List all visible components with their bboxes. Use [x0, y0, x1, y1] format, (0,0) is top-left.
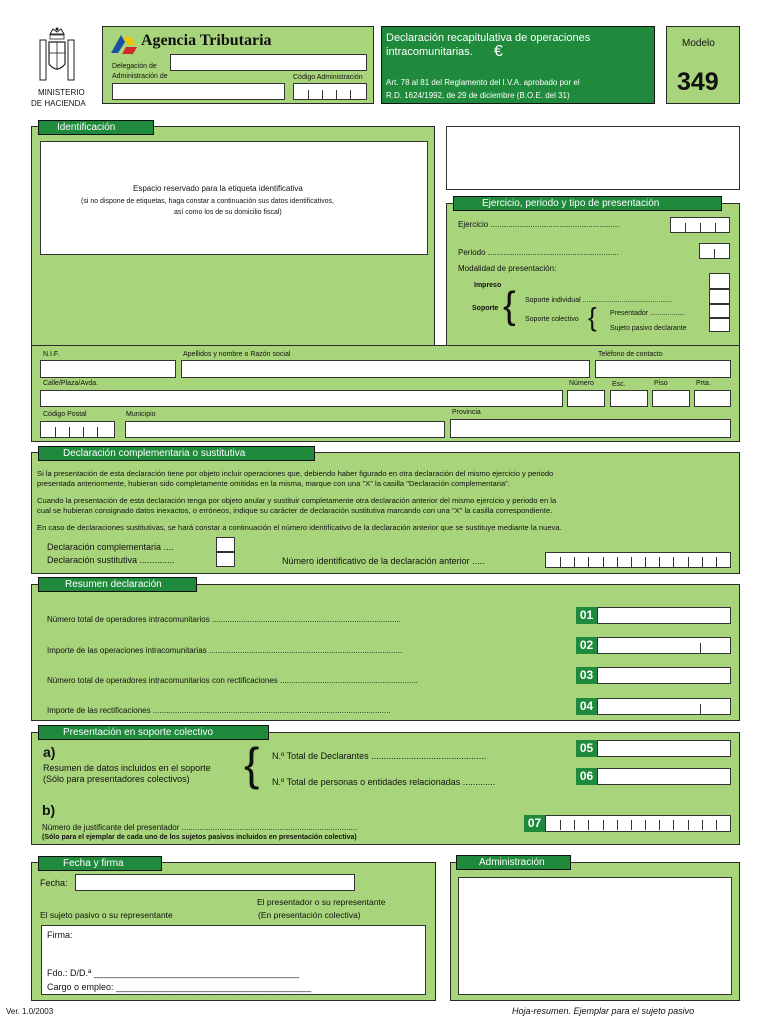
provincia-input[interactable] [450, 419, 731, 438]
delegacion-label: Delegación de [112, 63, 157, 70]
ejercicio-input[interactable] [670, 217, 730, 233]
total-personas-input[interactable] [597, 768, 731, 785]
piso-input[interactable] [652, 390, 690, 407]
complementaria-p1b: presentada anteriormente, hubieran sido completamente omitidas en la misma, marque con una "X" la casilla "Declaración complementaria". [37, 479, 510, 488]
title-line-2: intracomunitarias. [386, 46, 473, 58]
periodo-input[interactable] [699, 243, 730, 259]
sujeto-pasivo-checkbox[interactable] [709, 318, 730, 332]
digit-separator [659, 557, 660, 567]
provincia-label: Provincia [452, 409, 481, 416]
digit-separator [617, 557, 618, 567]
title-line-1: Declaración recapitulativa de operaciones [386, 32, 591, 44]
version-label: Ver. 1.0/2003 [6, 1007, 54, 1016]
municipio-label: Municipio [126, 411, 156, 418]
digit-separator [631, 820, 632, 830]
colectivo-brace: { [588, 302, 597, 332]
sustitutiva-checkbox[interactable] [216, 552, 235, 567]
digit-separator [574, 820, 575, 830]
complementaria-p2b: cual se hubieran consignado datos inexactos, o erróneos, indique su carácter de declaración sustitutiva marcando con una "X" la casilla correspondiente. [37, 506, 553, 515]
modelo-panel [666, 26, 740, 104]
sujeto-pasivo-label: Sujeto pasivo declarante [610, 325, 687, 332]
complementaria-p1a: Si la presentación de esta declaración tiene por objeto incluir operaciones que, debiendo haber figurado en otra declaración del mismo ejercicio y periodo [37, 469, 554, 478]
presentador-checkbox[interactable] [709, 304, 730, 318]
tab-ejercicio: Ejercicio, periodo y tipo de presentación [453, 196, 722, 211]
tab-complementaria: Declaración complementaria o sustitutiva [38, 446, 315, 461]
box-code-03: 03 [576, 667, 597, 684]
num-ident-input[interactable] [545, 552, 731, 568]
agency-name: Agencia Tributaria [141, 32, 272, 49]
piso-label: Piso [654, 380, 668, 387]
tab-colectivo: Presentación en soporte colectivo [38, 725, 269, 740]
telefono-label: Teléfono de contacto [598, 351, 663, 358]
agency-logo-icon [109, 33, 139, 55]
complementaria-p2a: Cuando la presentación de esta declaración tenga por objeto anular y sustituir completamente otra declaración anterior del mismo ejercicio y periodo en la [37, 496, 557, 505]
etiqueta-box [40, 141, 428, 255]
digit-separator [716, 820, 717, 830]
sujeto-pasivo-firma-label: El sujeto pasivo o su representante [40, 910, 173, 920]
codigo-administracion-label: Código Administración [293, 74, 363, 81]
tab-fecha-firma: Fecha y firma [38, 856, 162, 871]
box-code-07: 07 [524, 815, 545, 832]
apellidos-input[interactable] [181, 360, 590, 378]
law-line-2: R.D. 1624/1992, de 29 de diciembre (B.O.E. del 31) [386, 91, 570, 100]
presentador-firma-note: (En presentación colectiva) [258, 910, 361, 920]
apellidos-label: Apellidos y nombre o Razón social [183, 351, 291, 358]
tab-identificacion: Identificación [38, 120, 154, 135]
modalidad-label: Modalidad de presentación: [458, 264, 557, 273]
presentador-label: Presentador .................. [610, 310, 686, 317]
nif-label: N.I.F. [43, 351, 60, 358]
soporte-individual-checkbox[interactable] [709, 289, 730, 304]
municipio-input[interactable] [125, 421, 445, 438]
presentador-firma-label: El presentador o su representante [257, 897, 386, 907]
delegacion-input[interactable] [170, 54, 367, 71]
soporte-label: Soporte [472, 305, 499, 312]
administracion-input[interactable] [112, 83, 285, 100]
soporte-colectivo-label: Soporte colectivo [525, 316, 579, 323]
digit-separator [603, 820, 604, 830]
numero-input[interactable] [567, 390, 605, 407]
codigo-administracion-input[interactable] [293, 83, 367, 100]
fecha-input[interactable] [75, 874, 355, 891]
calle-input[interactable] [40, 390, 563, 407]
digit-separator [588, 557, 589, 567]
importe-operaciones-input[interactable] [597, 637, 731, 654]
firma-box[interactable] [41, 925, 426, 995]
telefono-input[interactable] [595, 360, 731, 378]
digit-separator [631, 557, 632, 567]
total-operadores-input[interactable] [597, 607, 731, 624]
justificante-note: (Sólo para el ejemplar de cada uno de los sujetos pasivos incluidos en presentación colectiva) [42, 834, 357, 841]
section-b-label: b) [42, 802, 56, 818]
total-declarantes-input[interactable] [597, 740, 731, 757]
complementaria-checkbox[interactable] [216, 537, 235, 552]
esc-label: Esc. [612, 381, 626, 388]
etiqueta-note-1: (si no dispone de etiquetas, haga constar a continuación sus datos identificativos, [81, 198, 334, 205]
importe-rectificaciones-input[interactable] [597, 698, 731, 715]
complementaria-label: Declaración complementaria .... [47, 542, 174, 552]
justificante-label: Número de justificante del presentador ............................................................................... [42, 823, 358, 832]
soporte-brace: { [503, 285, 516, 327]
digit-separator [560, 557, 561, 567]
ejercicio-label: Ejercicio .......................................................... [458, 220, 620, 229]
section-a-label: a) [43, 744, 56, 760]
digit-separator [688, 557, 689, 567]
cp-label: Código Postal [43, 411, 87, 418]
box-code-01: 01 [576, 607, 597, 624]
prta-input[interactable] [694, 390, 731, 407]
cargo-label: Cargo o empleo: _______________________________________ [47, 982, 312, 992]
digit-separator [574, 557, 575, 567]
digit-separator [673, 820, 674, 830]
colectivo-brace: { [244, 738, 260, 790]
resumen-datos-note: (Sólo para presentadores colectivos) [43, 774, 190, 784]
box-code-06: 06 [576, 768, 597, 785]
digit-separator [560, 820, 561, 830]
digit-separator [603, 557, 604, 567]
codigo-postal-input[interactable] [40, 421, 115, 438]
soporte-individual-label: Soporte individual .............................................. [525, 297, 673, 304]
agency-panel [102, 26, 374, 104]
digit-separator [617, 820, 618, 830]
administracion-label: Administración de [112, 73, 168, 80]
ministry-label: MINISTERIO [38, 88, 85, 97]
euro-symbol: € [494, 43, 503, 60]
modelo-label: Modelo [682, 38, 715, 49]
nif-input[interactable] [40, 360, 176, 378]
num-ident-label: Número identificativo de la declaración anterior ..... [282, 556, 485, 566]
etiqueta-note-2: así como los de su domicilio fiscal) [174, 209, 282, 216]
box-code-04: 04 [576, 698, 597, 715]
top-right-blank-box [446, 126, 740, 190]
impreso-label: Impreso [474, 282, 502, 289]
justificante-input[interactable] [545, 815, 731, 832]
digit-separator [645, 557, 646, 567]
hoja-resumen-label: Hoja-resumen. Ejemplar para el sujeto pasivo [512, 1006, 695, 1016]
box-code-02: 02 [576, 637, 597, 654]
calle-label: Calle/Plaza/Avda. [43, 380, 99, 387]
operadores-rectificaciones-input[interactable] [597, 667, 731, 684]
tab-administracion: Administración [456, 855, 571, 870]
prta-label: Prta. [696, 380, 711, 387]
digit-separator [659, 820, 660, 830]
sustitutiva-label: Declaración sustitutiva .............. [47, 555, 175, 565]
tab-resumen: Resumen declaración [38, 577, 197, 592]
administracion-box [458, 877, 732, 995]
digit-separator [673, 557, 674, 567]
modelo-number: 349 [677, 68, 719, 96]
total-personas-label: N.º Total de personas o entidades relacionadas ............. [272, 777, 496, 787]
digit-separator [688, 820, 689, 830]
total-declarantes-label: N.º Total de Declarantes .............................................. [272, 751, 487, 761]
resumen-datos-label: Resumen de datos incluidos en el soporte [43, 763, 211, 773]
digit-separator [588, 820, 589, 830]
resumen-row-label: Número total de operadores intracomunitarios con rectificaciones .............................................................. [47, 676, 418, 685]
resumen-row-label: Número total de operadores intracomunitarios ..................................................................................... [47, 615, 401, 624]
fecha-label: Fecha: [40, 878, 68, 888]
resumen-row-label: Importe de las rectificaciones ........................................................................................................... [47, 706, 391, 715]
ministry-label-2: DE HACIENDA [31, 99, 86, 108]
box-code-05: 05 [576, 740, 597, 757]
digit-separator [702, 557, 703, 567]
numero-label: Número [569, 380, 594, 387]
esc-input[interactable] [610, 390, 648, 407]
periodo-label: Periodo ........................................................... [458, 248, 619, 257]
impreso-checkbox[interactable] [709, 273, 730, 289]
fdo-label: Fdo.: D/D.ª _________________________________________ [47, 968, 300, 978]
law-line-1: Art. 78 al 81 del Reglamento del I.V.A. aprobado por el [386, 78, 580, 87]
firma-label: Firma: [47, 930, 73, 940]
complementaria-p3: En caso de declaraciones sustitutivas, se hará constar a continuación el número identificativo de la declaración anterior que se sustituye mediante la nueva. [37, 523, 562, 532]
digit-separator [645, 820, 646, 830]
coat-of-arms-icon [36, 26, 78, 86]
title-panel [381, 26, 655, 104]
etiqueta-title: Espacio reservado para la etiqueta identificativa [133, 184, 303, 193]
digit-separator [716, 557, 717, 567]
digit-separator [702, 820, 703, 830]
resumen-row-label: Importe de las operaciones intracomunitarias ....................................................................................... [47, 646, 403, 655]
